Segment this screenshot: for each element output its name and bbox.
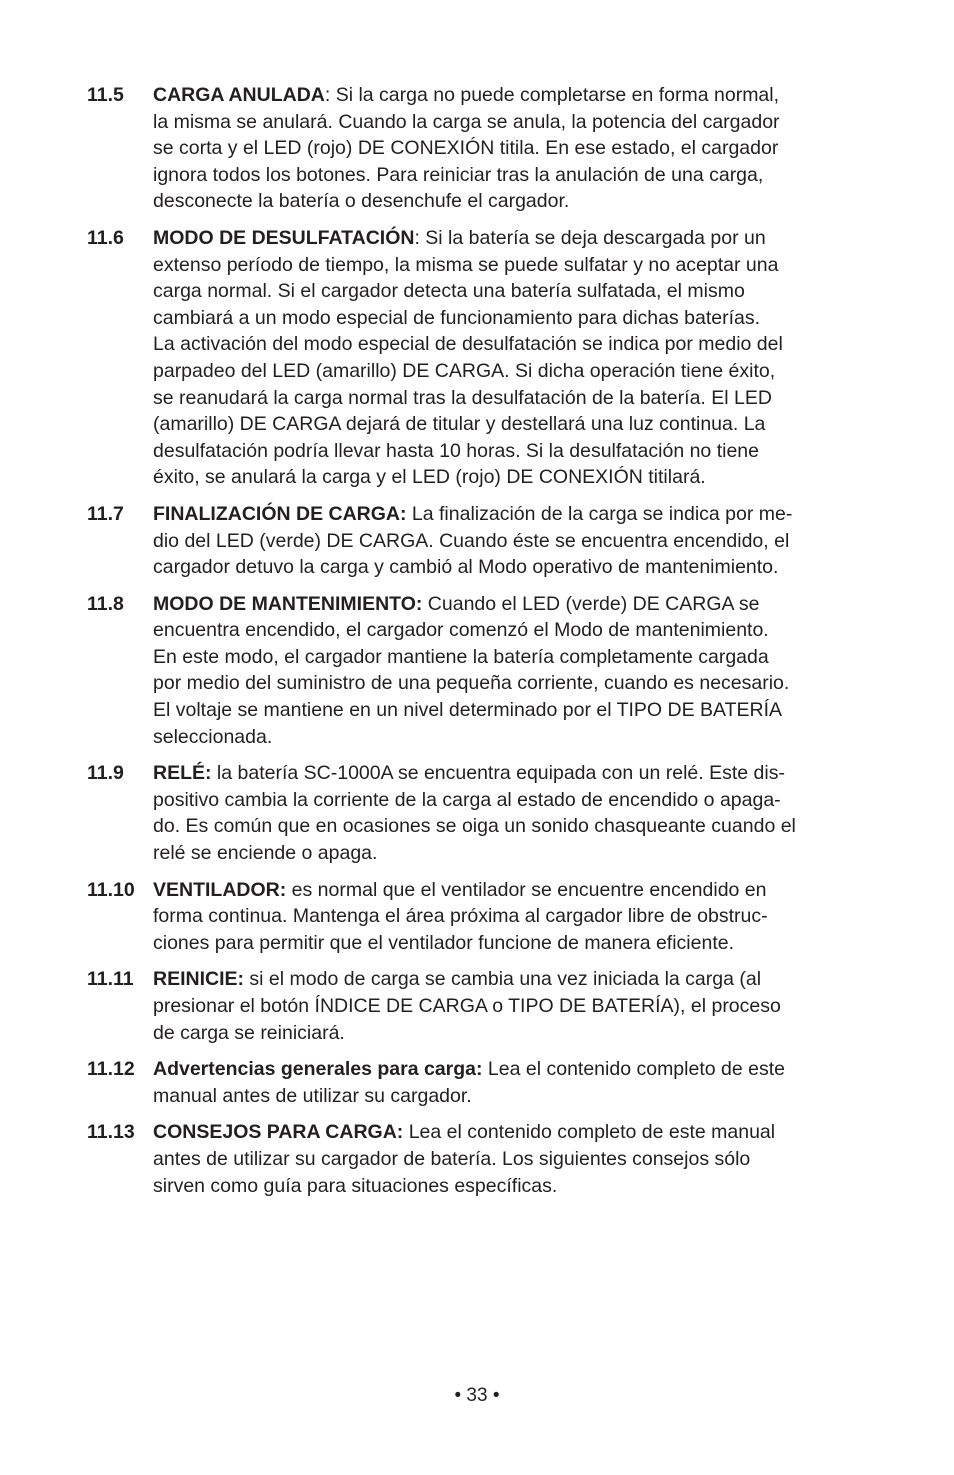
- section-text: [153, 1119, 872, 1199]
- section-text: [153, 966, 872, 1046]
- text-line: la misma se anulará. Cuando la carga se anula, la potencia del cargador: [153, 110, 780, 133]
- text-line: cargador detuvo la carga y cambió al Modo operativo de mantenimiento.: [153, 556, 779, 579]
- section-11-8: [87, 591, 872, 751]
- text-line: se reanudará la carga normal tras la desulfatación de la batería. El LED: [153, 386, 772, 409]
- page-number: • 33 •: [454, 1385, 500, 1406]
- section-text: [153, 501, 872, 581]
- section-11-13: [87, 1119, 872, 1199]
- text-line: MODO DE DESULFATACIÓN: Si la batería se deja descargada por un: [153, 226, 766, 249]
- section-11-9: [87, 760, 872, 866]
- section-11-11: [87, 966, 872, 1046]
- text-line: cambiará a un modo especial de funcionamiento para dichas baterías.: [153, 306, 761, 329]
- section-title: RELÉ:: [153, 762, 212, 785]
- section-11-10: [87, 877, 872, 957]
- text-line: relé se enciende o apaga.: [153, 842, 378, 865]
- section-title: CONSEJOS PARA CARGA:: [153, 1121, 404, 1144]
- text-line: extenso período de tiempo, la misma se puede sulfatar y no aceptar una: [153, 253, 779, 276]
- section-title: Advertencias generales para carga:: [153, 1058, 483, 1081]
- section-11-6: [87, 225, 872, 491]
- section-text: [153, 591, 872, 751]
- text-line: por medio del suministro de una pequeña corriente, cuando es necesario.: [153, 672, 790, 695]
- section-11-12: [87, 1056, 872, 1109]
- text-line: En este modo, el cargador mantiene la batería completamente cargada: [153, 645, 769, 668]
- section-title: REINICIE:: [153, 968, 245, 991]
- text-line: forma continua. Mantenga el área próxima al cargador libre de obstruc-: [153, 905, 768, 928]
- section-number: 11.13: [87, 1121, 135, 1144]
- section-title: CARGA ANULADA: [153, 84, 325, 106]
- section-text: [153, 225, 872, 491]
- text-line: se corta y el LED (rojo) DE CONEXIÓN titila. En ese estado, el cargador: [153, 137, 779, 160]
- text-line: MODO DE MANTENIMIENTO: Cuando el LED (verde) DE CARGA se: [153, 592, 760, 615]
- text-line: CARGA ANULADA: Si la carga no puede completarse en forma normal,: [153, 84, 780, 106]
- text-line: éxito, se anulará la carga y el LED (rojo) DE CONEXIÓN titilará.: [153, 466, 706, 489]
- text-line: encuentra encendido, el cargador comenzó el Modo de mantenimiento.: [153, 619, 769, 642]
- text-line: seleccionada.: [153, 725, 273, 748]
- text-line: FINALIZACIÓN DE CARGA: La finalización de la carga se indica por me-: [153, 502, 793, 525]
- text-line: parpadeo del LED (amarillo) DE CARGA. Si dicha operación tiene éxito,: [153, 359, 776, 382]
- text-line: Advertencias generales para carga: Lea el contenido completo de este: [153, 1058, 785, 1081]
- text-line: ignora todos los botones. Para reiniciar tras la anulación de una carga,: [153, 163, 764, 186]
- text-line: desulfatación podría llevar hasta 10 horas. Si la desulfatación no tiene: [153, 439, 759, 462]
- section-number: 11.11: [87, 968, 134, 991]
- section-number: 11.7: [87, 502, 124, 525]
- text-line: RELÉ: la batería SC-1000A se encuentra equipada con un relé. Este dis-: [153, 762, 785, 785]
- section-number: 11.6: [87, 226, 124, 249]
- section-text: [153, 1056, 872, 1109]
- text-line: do. Es común que en ocasiones se oiga un sonido chasqueante cuando el: [153, 815, 796, 838]
- text-line: CONSEJOS PARA CARGA: Lea el contenido completo de este manual: [153, 1121, 776, 1144]
- section-text: [153, 877, 872, 957]
- section-text: [153, 82, 872, 215]
- section-11-5: [87, 82, 872, 215]
- text-line: antes de utilizar su cargador de batería. Los siguientes consejos sólo: [153, 1147, 751, 1170]
- text-line: sirven como guía para situaciones específicas.: [153, 1174, 558, 1197]
- text-line: dio del LED (verde) DE CARGA. Cuando éste se encuentra encendido, el: [153, 529, 790, 552]
- section-number: 11.8: [87, 592, 124, 615]
- section-number: 11.12: [87, 1058, 135, 1081]
- text-line: positivo cambia la corriente de la carga al estado de encendido o apaga-: [153, 788, 781, 811]
- text-line: presionar el botón ÍNDICE DE CARGA o TIPO DE BATERÍA), el proceso: [153, 995, 781, 1017]
- text-line: La activación del modo especial de desulfatación se indica por medio del: [153, 333, 783, 356]
- section-title: VENTILADOR:: [153, 878, 287, 901]
- section-11-7: [87, 501, 872, 581]
- section-number: 11.5: [87, 84, 124, 106]
- section-number: 11.10: [87, 878, 135, 901]
- document-body: [87, 82, 872, 1209]
- text-line: de carga se reiniciará.: [153, 1021, 345, 1044]
- text-line: carga normal. Si el cargador detecta una batería sulfatada, el mismo: [153, 280, 745, 303]
- section-text: [153, 760, 872, 866]
- text-line: manual antes de utilizar su cargador.: [153, 1084, 472, 1107]
- text-line: ciones para permitir que el ventilador funcione de manera eficiente.: [153, 931, 735, 954]
- text-line: VENTILADOR: es normal que el ventilador se encuentre encendido en: [153, 878, 767, 901]
- text-line: El voltaje se mantiene en un nivel determinado por el TIPO DE BATERÍA: [153, 699, 783, 722]
- text-line: desconecte la batería o desenchufe el cargador.: [153, 190, 570, 213]
- section-title: FINALIZACIÓN DE CARGA:: [153, 502, 407, 525]
- text-line: REINICIE: si el modo de carga se cambia una vez iniciada la carga (al: [153, 968, 762, 991]
- section-title: MODO DE DESULFATACIÓN: [153, 226, 415, 249]
- text-line: (amarillo) DE CARGA dejará de titular y destellará una luz continua. La: [153, 413, 766, 436]
- section-number: 11.9: [87, 762, 124, 785]
- section-title: MODO DE MANTENIMIENTO:: [153, 592, 423, 615]
